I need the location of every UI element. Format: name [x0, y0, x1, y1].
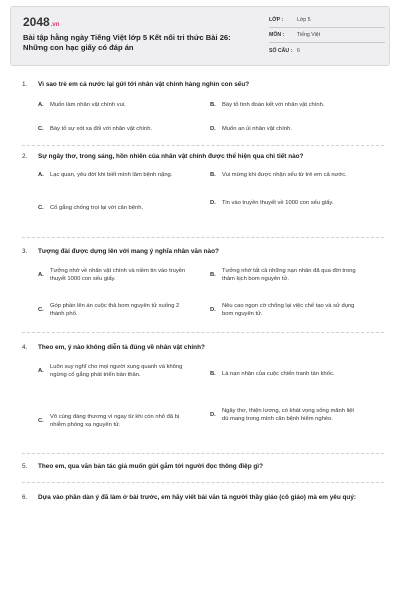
question-text: Theo em, ý nào không diễn tả đúng về nhân vật chính? [38, 344, 205, 351]
option-letter: C. [38, 205, 44, 211]
option-4d[interactable] [210, 407, 362, 423]
question-1 [22, 80, 384, 89]
option-letter: D. [210, 200, 216, 206]
option-text: Vui mừng khi được nhận sếu từ trẻ em cả nước. [222, 172, 347, 178]
divider [22, 237, 384, 238]
question-4 [22, 343, 384, 352]
question-header [22, 462, 384, 471]
logo-suffix: .vn [50, 22, 60, 28]
question-text: Tượng đài được dựng lên với mang ý nghĩa nhân văn nào? [38, 248, 219, 255]
option-3d[interactable] [210, 302, 362, 318]
option-text: Muốn làm nhân vật chính vui. [50, 102, 126, 108]
divider [22, 453, 384, 454]
option-2a[interactable] [38, 171, 190, 179]
meta-panel [269, 13, 385, 58]
option-letter: B. [210, 272, 216, 278]
question-text: Theo em, qua văn bản tác giả muốn gửi gắm tới người đọc thông điệp gì? [38, 463, 263, 470]
meta-value: Tiếng Việt [297, 32, 321, 38]
option-2c[interactable] [38, 204, 190, 212]
divider [22, 332, 384, 333]
option-1b[interactable] [210, 101, 362, 109]
logo-text: 2048 [23, 15, 50, 29]
option-text: Tưởng nhớ về nhân vật chính và niềm tin vào truyền thuyết 1000 con sếu giấy. [50, 268, 186, 282]
meta-row-grade [269, 13, 385, 28]
option-letter: A. [38, 102, 44, 108]
meta-value: Lớp 5 [297, 17, 311, 23]
option-letter: A. [38, 272, 44, 278]
question-number: 4. [22, 344, 28, 351]
option-3a[interactable] [38, 267, 190, 283]
question-header [22, 152, 384, 161]
option-letter: D. [210, 126, 216, 132]
option-text: Nêu cao ngọn cờ chống lại việc chế tạo và sử dụng bom nguyên tử. [222, 303, 355, 317]
question-2 [22, 152, 384, 161]
option-text: Luôn suy nghĩ cho mọi người xung quanh và không ngừng cố gắng phát triển bản thân. [50, 364, 183, 378]
option-text: Vô cùng đáng thương vì ngay từ khi còn nhỏ đã bị nhiễm phóng xạ nguyên tử. [50, 414, 180, 428]
question-number: 1. [22, 81, 28, 88]
option-1d[interactable] [210, 125, 362, 133]
option-letter: A. [38, 172, 44, 178]
question-number: 3. [22, 248, 28, 255]
question-header [22, 80, 384, 89]
meta-key: LỚP : [269, 17, 284, 23]
option-letter: A. [38, 368, 44, 374]
option-letter: C. [38, 307, 44, 313]
document-header [10, 6, 390, 66]
question-header [22, 343, 384, 352]
option-text: Góp phần lên án cuộc thả bom nguyên tử xuống 2 thành phố. [50, 303, 180, 317]
question-number: 2. [22, 153, 28, 160]
option-4b[interactable] [210, 370, 362, 378]
question-text: Sự ngây thơ, trong sáng, hồn nhiên của nhân vật chính được thể hiện qua chi tiết nào? [38, 153, 304, 160]
document-title: Bài tập hằng ngày Tiếng Việt lớp 5 Kết nối tri thức Bài 26: Những con hạc giấy có đáp án [23, 33, 231, 52]
question-text: Dựa vào phần dàn ý đã làm ở bài trước, em hãy viết bài văn tả người thầy giáo (cô giáo) mà em yêu quý: [38, 494, 357, 501]
meta-value: 6 [297, 47, 300, 54]
meta-row-subject [269, 28, 385, 43]
option-2b[interactable] [210, 171, 362, 179]
option-text: Lạc quan, yêu đời khi biết mình lâm bệnh nặng. [50, 172, 173, 178]
option-letter: C. [38, 126, 44, 132]
option-text: Tưởng nhớ tất cả những nạn nhân đã qua đời trong thảm kịch bom nguyên tử. [222, 268, 356, 282]
option-letter: D. [210, 307, 216, 313]
divider [22, 482, 384, 483]
option-text: Bày tỏ tình đoàn kết với nhân vật chính. [222, 102, 325, 108]
question-header [22, 493, 384, 502]
option-1c[interactable] [38, 125, 190, 133]
option-letter: D. [210, 412, 216, 418]
question-header [22, 247, 384, 256]
option-text: Muốn an ủi nhân vật chính. [222, 126, 292, 132]
option-text: Cố gắng chống trọi lại với căn bệnh. [50, 205, 144, 211]
question-text: Vì sao trẻ em cả nước lại gửi tới nhân vật chính hàng nghìn con sếu? [38, 81, 250, 88]
meta-key: SỐ CÂU : [269, 47, 293, 54]
question-3 [22, 247, 384, 256]
option-text: Là nạn nhân của cuộc chiến tranh tàn khốc. [222, 371, 335, 377]
option-3b[interactable] [210, 267, 362, 283]
option-4a[interactable] [38, 363, 190, 379]
option-text: Ngây thơ, thiện lương, có khát vọng sống mãnh liệt dù mang trong mình căn bệnh hiểm nghèo. [222, 408, 355, 422]
option-1a[interactable] [38, 101, 190, 109]
option-text: Bày tỏ sự xót xa đối với nhân vật chính. [50, 126, 153, 132]
option-3c[interactable] [38, 302, 190, 318]
option-letter: B. [210, 172, 216, 178]
option-2d[interactable] [210, 199, 362, 207]
divider [22, 145, 384, 146]
option-letter: C. [38, 418, 44, 424]
option-text: Tin vào truyền thuyết về 1000 con sếu giấy. [222, 200, 334, 206]
meta-row-count [269, 43, 385, 58]
option-letter: B. [210, 371, 216, 377]
option-letter: B. [210, 102, 216, 108]
question-number: 6. [22, 494, 28, 501]
question-6 [22, 493, 384, 502]
question-5 [22, 462, 384, 471]
option-4c[interactable] [38, 413, 190, 429]
meta-key: MÔN : [269, 32, 285, 38]
site-logo[interactable] [23, 15, 59, 29]
question-number: 5. [22, 463, 28, 470]
